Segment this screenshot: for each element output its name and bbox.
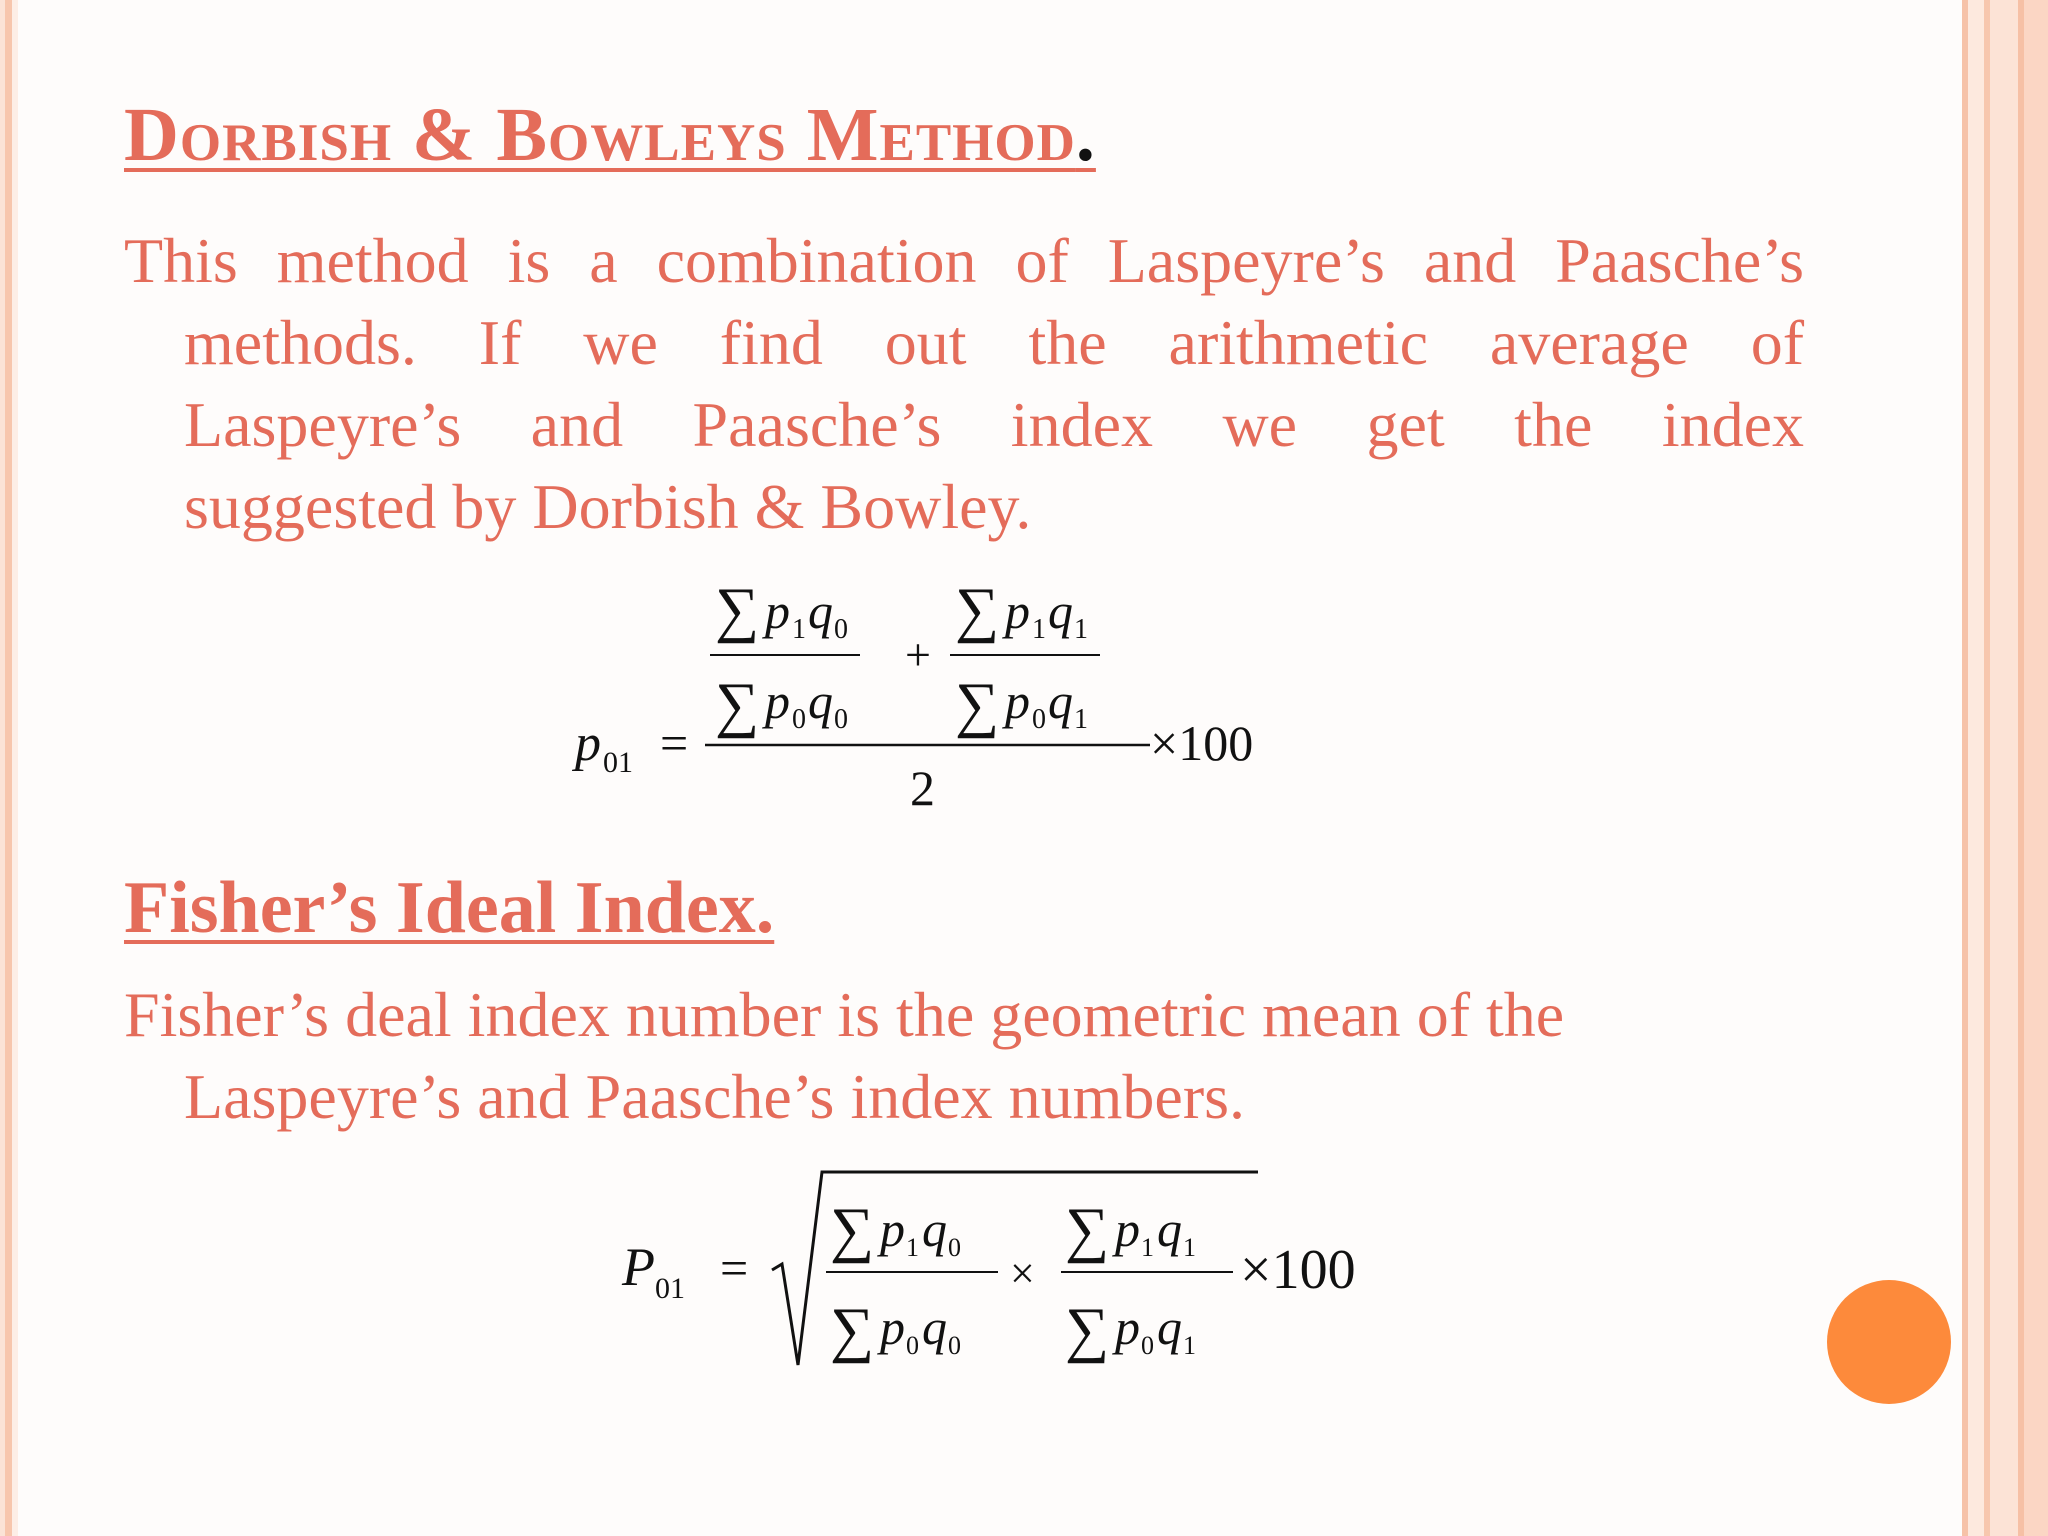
den2-q-sub: 1 [1183,1331,1196,1360]
paragraph-line: Laspeyre’s and Paasche’s index we get the index [184,389,1804,460]
paragraph-line: This method is a combination of Laspeyre’s and Paasche’s [124,225,1804,296]
paragraph-line: Fisher’s deal index number is the geometric mean of the [124,979,1565,1050]
num2-q-sub: 1 [1074,614,1088,645]
fisher-heading: Fisher’s Ideal Index. [124,867,775,949]
num1-p-sub: 1 [792,614,806,645]
num2-p: p [1005,583,1030,639]
num2-p: p [1115,1201,1140,1257]
paragraph-line: suggested by Dorbish & Bowley. [184,471,1032,542]
sigma-symbol: ∑ [1065,1296,1110,1364]
den2-p-sub: 0 [1141,1331,1154,1360]
orange-circle-decoration [1827,1280,1951,1404]
times-100: ×100 [1240,1239,1356,1301]
sigma-symbol: ∑ [830,1196,875,1264]
den2-q: q [1048,673,1073,729]
num2-q: q [1157,1201,1182,1257]
left-border [0,0,18,1536]
lhs-sub: 01 [655,1272,685,1305]
equals-sign: = [720,1240,749,1296]
num1-q-sub: 0 [834,614,848,645]
den1-p-sub: 0 [906,1331,919,1360]
divisor: 2 [910,760,935,816]
den1-p: p [765,673,790,729]
den2-q: q [1157,1299,1182,1355]
den2-p: p [1005,673,1030,729]
den2-q-sub: 1 [1074,704,1088,735]
num1-q: q [922,1201,947,1257]
lhs-P: P [622,1237,655,1297]
num1-q: q [808,583,833,639]
multiply-sign: × [1010,1249,1035,1298]
num2-q: q [1048,583,1073,639]
den1-q: q [808,673,833,729]
num1-p-sub: 1 [906,1233,919,1262]
sigma-symbol: ∑ [715,576,760,644]
sigma-symbol: ∑ [715,671,760,739]
plus-sign: + [905,629,931,680]
num1-p: p [880,1201,905,1257]
equals-sign: = [660,715,689,771]
sigma-symbol: ∑ [1065,1196,1110,1264]
sigma-symbol: ∑ [830,1296,875,1364]
lhs-p: p [575,715,601,772]
num1-p: p [765,583,790,639]
den2-p-sub: 0 [1032,704,1046,735]
paragraph-line: Laspeyre’s and Paasche’s index numbers. [184,1061,1246,1132]
num2-p-sub: 1 [1141,1233,1154,1262]
dorbish-bowley-formula [560,560,1280,820]
right-border [1962,0,2048,1536]
fisher-formula [600,1160,1420,1380]
heading-text: Dorbish & Bowleys Method [124,93,1076,177]
num2-q-sub: 1 [1183,1233,1196,1262]
den1-q: q [922,1299,947,1355]
den1-p-sub: 0 [792,704,806,735]
num1-q-sub: 0 [948,1233,961,1262]
den2-p: p [1115,1299,1140,1355]
sigma-symbol: ∑ [955,576,1000,644]
heading-dot: . [1075,93,1096,177]
num2-p-sub: 1 [1032,614,1046,645]
den1-q-sub: 0 [834,704,848,735]
times-100: ×100 [1150,715,1254,771]
sigma-symbol: ∑ [955,671,1000,739]
paragraph-line: methods. If we find out the arithmetic average of [184,307,1804,378]
den1-p: p [880,1299,905,1355]
dorbish-bowley-heading [124,92,1096,179]
den1-q-sub: 0 [948,1331,961,1360]
dorbish-bowley-paragraph [124,220,1804,548]
lhs-sub: 01 [603,746,633,779]
fisher-paragraph [124,974,1824,1138]
